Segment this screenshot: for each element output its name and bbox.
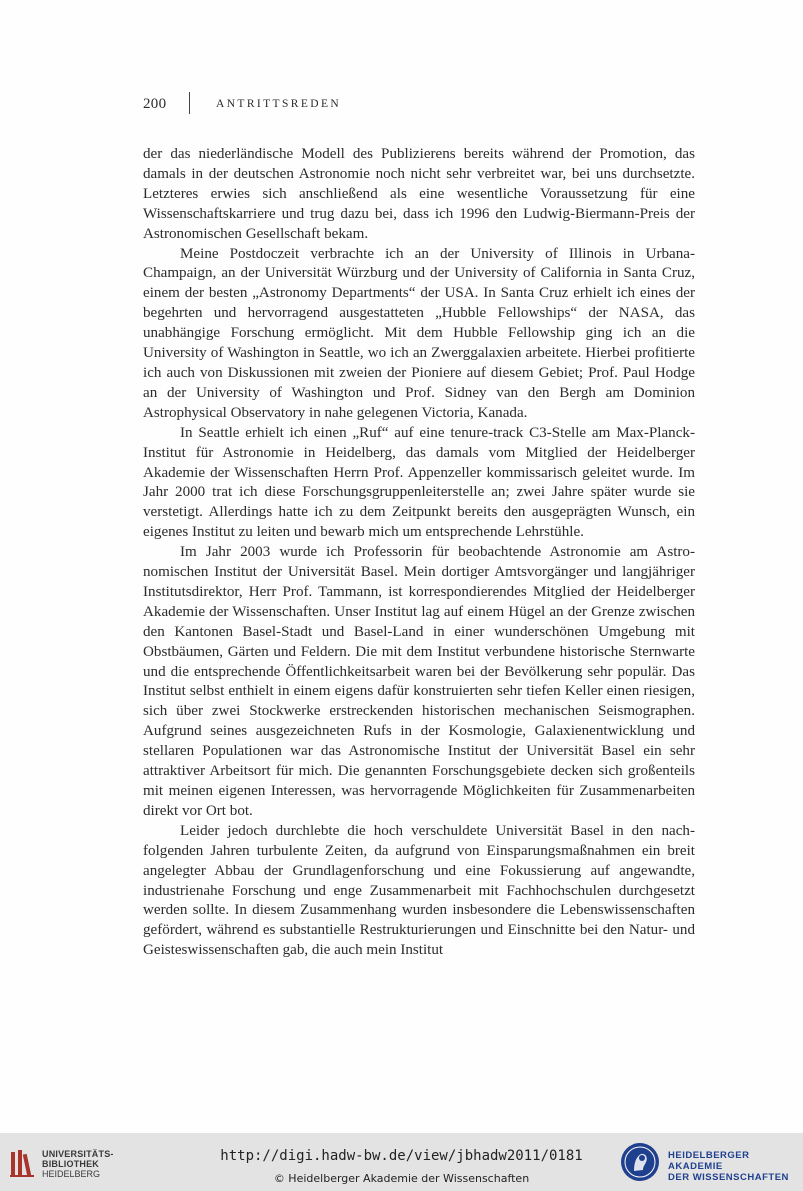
running-title: ANTRITTSREDEN bbox=[216, 98, 342, 110]
permalink-url[interactable]: http://digi.hadw-bw.de/view/jbhadw2011/0181 bbox=[220, 1148, 583, 1164]
paragraph-5: Leider jedoch durchlebte die hoch verschuldete Universität Basel in den nachfolgenden Jahren turbulente Zeiten, da aufgrund von Einsparungsmaßnahmen ein breit angelegter Abbau der Grundlagenforschung und eine Fokussierung auf angewandte, industrienahe Forschung und enge Zusammenarbeit mit Fachhochschulen durchgesetzt werden sollte. In diesem Zusammenhang wurden insbesondere die Lebenswissenschaften gefördert, während es substantielle Restrukturierungen und Einschnitte bei den Natur- und Geisteswissenschaften gab, die auch mein Institut bbox=[143, 822, 695, 959]
academy-line-1: HEIDELBERGER AKADEMIE bbox=[668, 1150, 750, 1172]
running-head bbox=[143, 96, 703, 120]
paragraph-1: der das niederländische Modell des Publizierens bereits während der Promotion, das damals in der deutschen Astronomie noch nicht sehr verbreitet war, bei uns durchsetzte. Letzteres erwies sich anschließend als eine wesentliche Voraussetzung für eine Wissenschaftskarriere und trug dazu bei, dass ich 1996 den Ludwig-Biermann-Preis der Astronomischen Gesellschaft bekam. bbox=[143, 146, 695, 242]
header-divider bbox=[189, 92, 190, 114]
library-line-1: UNIVERSITÄTS- bbox=[42, 1149, 114, 1159]
paragraph-2: Meine Postdoczeit verbrachte ich an der University of Illinois in Urbana-Champaign, an der Universität Würzburg und der University of California in Santa Cruz, einem der besten „Astronomy Departments“ der USA. In Santa Cruz erhielt ich eines der begehrten und hervorragend ausgestatteten „Hubble Fellowships“ der NASA, das unabhängige Forschung ermöglicht. Mit dem Hubble Fellowship ging ich an die University of Washington in Seattle, wo ich an Zwerggalaxien arbeitete. Hierbei profitierte ich auch von Diskussionen mit zweien der Pioniere auf diesem Gebiet; Prof. Paul Hodge an der University of Washington und Prof. Sidney van den Bergh am Dominion Astrophysical Observatory in nahe gelegenen Victoria, Kanada. bbox=[143, 245, 695, 421]
copyright-notice: © Heidelberger Akademie der Wissenschaften bbox=[273, 1172, 530, 1185]
library-line-2: BIBLIOTHEK bbox=[42, 1159, 99, 1169]
academy-seal-icon[interactable] bbox=[619, 1141, 661, 1183]
page-number: 200 bbox=[143, 96, 167, 112]
library-line-3: HEIDELBERG bbox=[42, 1169, 101, 1179]
paragraph-4: Im Jahr 2003 wurde ich Professorin für beobachtende Astronomie am Astronomischen Institut der Universität Basel. Mein dortiger Amtsvorgänger und langjähriger Institutsdirektor, Herr Prof. Tammann, ist korrespondierendes Mitglied der Heidelberger Akademie der Wissenschaften. Unser Institut lag auf einem Hügel an der Grenze zwischen den Kantonen Basel-Stadt und Basel-Land in einer wunderschönen Umgebung mit Obstbäumen, Gärten und Feldern. Die mit dem Institut verbundene historische Sternwarte und die entsprechende Öffentlichkeitsarbeit waren bei der Bevölkerung sehr populär. Das Institut selbst enthielt in einem eigens dafür konstruierten sehr tiefen Keller einen riesigen, sich über zwei Stockwerke erstreckenden historischen mechanischen Seismographen. Aufgrund seines ausgezeichneten Rufs in der Kosmologie, Galaxienentwicklung und stellaren Populationen war das Astronomische Institut der Universität Basel ein sehr attraktiver Arbeitsort für mich. Die genannten Forschungsgebiete decken sich großenteils mit meinen eigenen Interessen, was hervorragende Möglichkeiten für Zusammenarbeiten direkt vor Ort bot. bbox=[143, 544, 695, 819]
body-text bbox=[143, 145, 695, 961]
footer-bar bbox=[0, 1133, 803, 1191]
academy-line-2: DER WISSENSCHAFTEN bbox=[668, 1172, 789, 1183]
paragraph-3: In Seattle erhielt ich einen „Ruf“ auf eine tenure-track C3-Stelle am Max-Planck-Institut für Astronomie in Heidelberg, das damals vom Mitglied der Heidelberger Akademie der Wissenschaften Herrn Prof. Appenzeller kommissarisch geleitet wurde. Im Jahr 2000 trat ich diese Forschungsgruppenleiterstelle an; zwei Jahre später wurde sie verstetigt. Allerdings hatte ich zu dem Zeitpunkt bereits den ausgeprägten Wunsch, ein eigenes Institut zu leiten und bewarb mich um entsprechende Lehrstühle. bbox=[143, 424, 695, 541]
academy-name[interactable] bbox=[668, 1150, 803, 1183]
